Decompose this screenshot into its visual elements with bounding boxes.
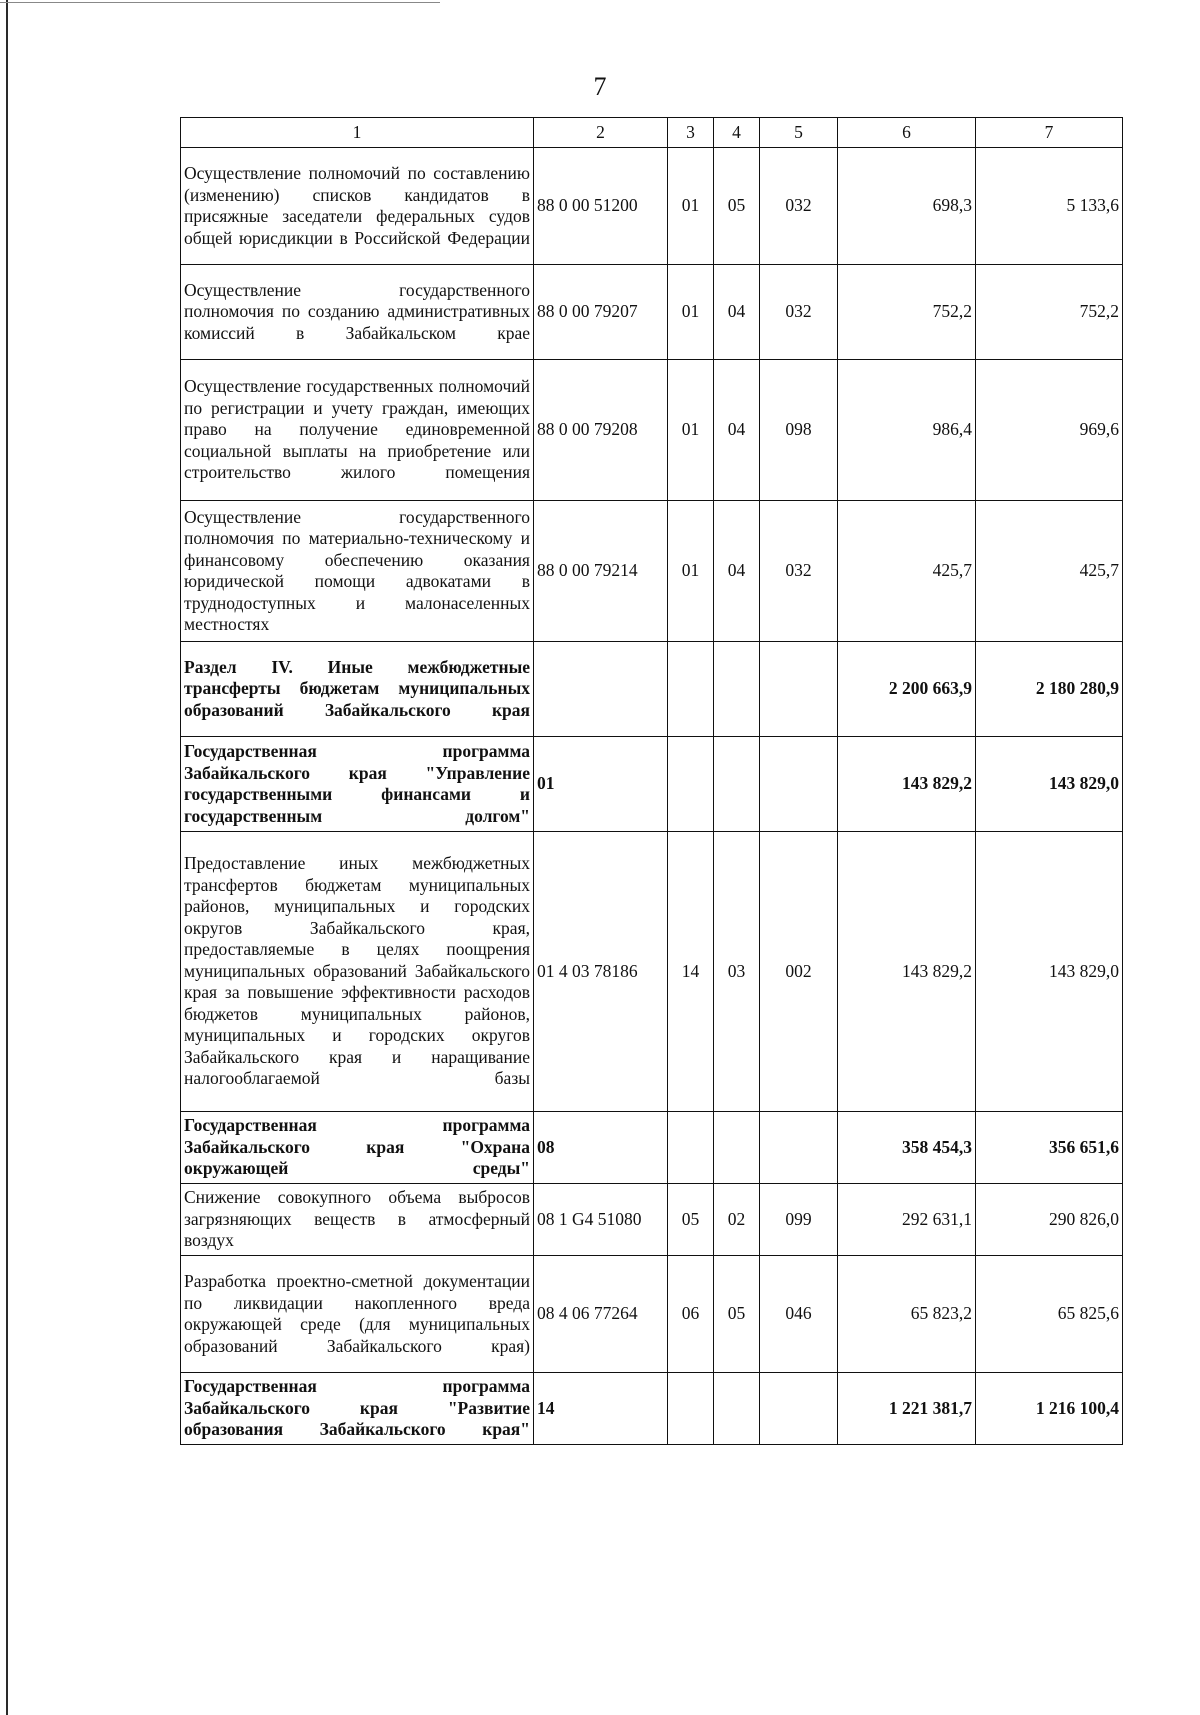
row-value-6: 986,4 xyxy=(838,360,976,501)
row-value-7: 65 825,6 xyxy=(976,1256,1123,1373)
row-admin-code xyxy=(760,1112,838,1184)
row-admin-code: 032 xyxy=(760,265,838,360)
table-row xyxy=(181,360,1123,501)
row-admin-code: 032 xyxy=(760,148,838,265)
row-admin-code: 032 xyxy=(760,501,838,642)
row-subsection xyxy=(714,642,760,737)
column-header: 1 xyxy=(181,118,534,148)
column-header: 6 xyxy=(838,118,976,148)
row-admin-code: 098 xyxy=(760,360,838,501)
row-section xyxy=(668,737,714,832)
row-subsection xyxy=(714,737,760,832)
row-value-7: 5 133,6 xyxy=(976,148,1123,265)
row-code: 88 0 00 79208 xyxy=(534,360,668,501)
row-section: 01 xyxy=(668,360,714,501)
row-value-7: 1 216 100,4 xyxy=(976,1373,1123,1445)
row-name: Раздел IV. Иные межбюджетные трансферты бюджетам муниципальных образований Забайкальского края xyxy=(184,656,530,720)
table-row xyxy=(181,832,1123,1112)
page-number: 7 xyxy=(593,72,607,101)
row-code: 08 1 G4 51080 xyxy=(534,1184,668,1256)
row-section: 14 xyxy=(668,832,714,1112)
row-admin-code: 099 xyxy=(760,1184,838,1256)
row-subsection: 05 xyxy=(714,1256,760,1373)
row-value-6: 143 829,2 xyxy=(838,737,976,832)
row-value-6: 1 221 381,7 xyxy=(838,1373,976,1445)
row-value-6: 425,7 xyxy=(838,501,976,642)
row-subsection xyxy=(714,1373,760,1445)
row-name: Осуществление государственного полномочия по материально-техническому и финансовому обеспечению оказания юридической помощи адвокатами в труднодоступных и малонаселенных местностях xyxy=(184,506,530,634)
row-value-7: 143 829,0 xyxy=(976,832,1123,1112)
scan-top-edge xyxy=(0,2,440,3)
row-value-7: 752,2 xyxy=(976,265,1123,360)
table-row xyxy=(181,1112,1123,1184)
row-value-6: 752,2 xyxy=(838,265,976,360)
row-subsection: 04 xyxy=(714,265,760,360)
budget-table xyxy=(180,117,1123,1445)
row-value-7: 356 651,6 xyxy=(976,1112,1123,1184)
row-subsection xyxy=(714,1112,760,1184)
row-code: 88 0 00 51200 xyxy=(534,148,668,265)
row-subsection: 02 xyxy=(714,1184,760,1256)
row-section xyxy=(668,642,714,737)
row-name: Осуществление государственных полномочий по регистрации и учету граждан, имеющих право на получение единовременной социальной выплаты на приобретение или строительство жилого помещения xyxy=(184,376,530,483)
row-code: 08 xyxy=(534,1112,668,1184)
row-section: 06 xyxy=(668,1256,714,1373)
row-section: 01 xyxy=(668,265,714,360)
row-name: Государственная программа Забайкальского края "Управление государственными финансами и государственным долгом" xyxy=(184,741,530,826)
table-row xyxy=(181,737,1123,832)
row-code: 01 4 03 78186 xyxy=(534,832,668,1112)
row-section: 05 xyxy=(668,1184,714,1256)
column-header: 2 xyxy=(534,118,668,148)
column-header: 7 xyxy=(976,118,1123,148)
row-value-7: 2 180 280,9 xyxy=(976,642,1123,737)
table-row xyxy=(181,501,1123,642)
row-admin-code: 002 xyxy=(760,832,838,1112)
row-code: 88 0 00 79207 xyxy=(534,265,668,360)
row-subsection: 03 xyxy=(714,832,760,1112)
column-header: 3 xyxy=(668,118,714,148)
row-value-7: 969,6 xyxy=(976,360,1123,501)
row-subsection: 04 xyxy=(714,360,760,501)
column-header: 4 xyxy=(714,118,760,148)
row-name: Осуществление полномочий по составлению (изменению) списков кандидатов в присяжные заседатели федеральных судов общей юрисдикции в Российской Федерации xyxy=(184,163,530,248)
row-code xyxy=(534,642,668,737)
row-value-6: 292 631,1 xyxy=(838,1184,976,1256)
row-code: 14 xyxy=(534,1373,668,1445)
scan-left-edge xyxy=(6,0,8,1715)
row-section xyxy=(668,1373,714,1445)
row-section xyxy=(668,1112,714,1184)
table-row xyxy=(181,1373,1123,1445)
row-value-6: 143 829,2 xyxy=(838,832,976,1112)
row-section: 01 xyxy=(668,501,714,642)
row-code: 01 xyxy=(534,737,668,832)
table-header-row xyxy=(181,118,1123,148)
row-subsection: 04 xyxy=(714,501,760,642)
row-name: Разработка проектно-сметной документации по ликвидации накопленного вреда окружающей среде (для муниципальных образований Забайкальского края) xyxy=(184,1271,530,1356)
row-value-7: 290 826,0 xyxy=(976,1184,1123,1256)
row-admin-code xyxy=(760,642,838,737)
row-code: 88 0 00 79214 xyxy=(534,501,668,642)
row-admin-code xyxy=(760,737,838,832)
table-row xyxy=(181,265,1123,360)
row-name: Снижение совокупного объема выбросов загрязняющих веществ в атмосферный воздух xyxy=(184,1187,530,1251)
table-row xyxy=(181,1256,1123,1373)
row-value-6: 65 823,2 xyxy=(838,1256,976,1373)
row-admin-code: 046 xyxy=(760,1256,838,1373)
row-value-6: 2 200 663,9 xyxy=(838,642,976,737)
row-subsection: 05 xyxy=(714,148,760,265)
row-name: Предоставление иных межбюджетных трансфертов бюджетам муниципальных районов, муниципальных и городских округов Забайкальского края, предоставляемые в целях поощрения муниципальных образований Забайкальского края за повышение эффективности расходов бюджетов муниципальных районов, муниципальных и городских округов Забайкальского края и наращивание налогооблагаемой базы xyxy=(184,853,530,1089)
row-name: Государственная программа Забайкальского края "Охрана окружающей среды" xyxy=(184,1115,530,1179)
table-row xyxy=(181,1184,1123,1256)
column-header: 5 xyxy=(760,118,838,148)
row-value-7: 425,7 xyxy=(976,501,1123,642)
row-name: Осуществление государственного полномочия по созданию административных комиссий в Забайкальском крае xyxy=(184,279,530,343)
row-value-7: 143 829,0 xyxy=(976,737,1123,832)
row-value-6: 358 454,3 xyxy=(838,1112,976,1184)
row-value-6: 698,3 xyxy=(838,148,976,265)
row-name: Государственная программа Забайкальского края "Развитие образования Забайкальского края" xyxy=(184,1376,530,1440)
table-row xyxy=(181,148,1123,265)
row-code: 08 4 06 77264 xyxy=(534,1256,668,1373)
row-section: 01 xyxy=(668,148,714,265)
row-admin-code xyxy=(760,1373,838,1445)
table-row xyxy=(181,642,1123,737)
